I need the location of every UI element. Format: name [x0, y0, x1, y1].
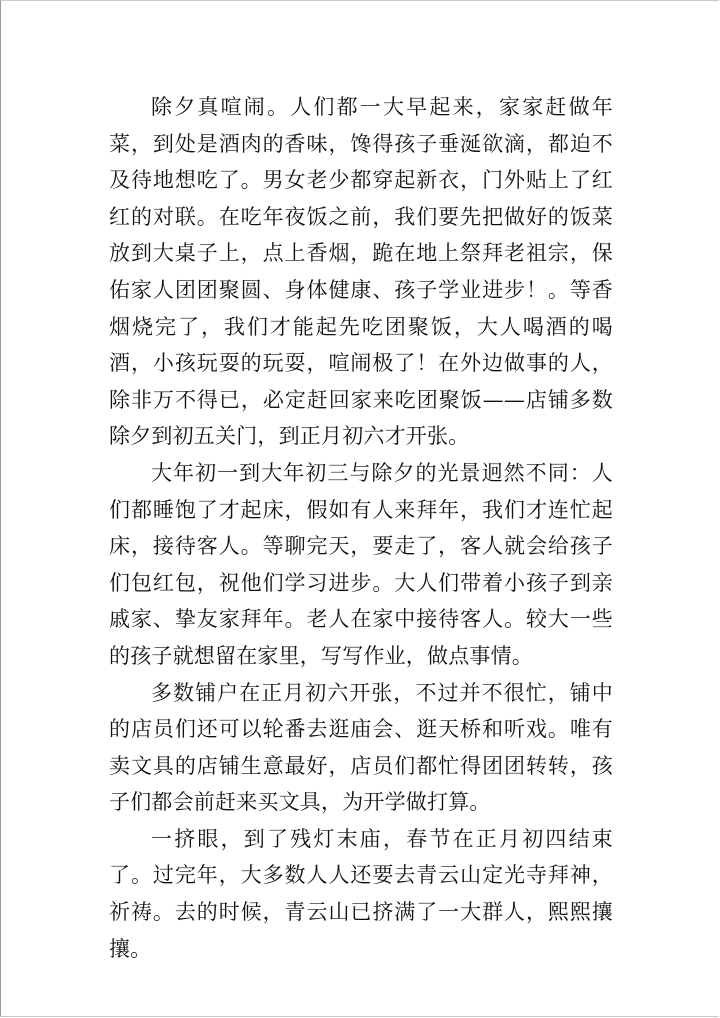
paragraph: 一挤眼，到了残灯末庙，春节在正月初四结束了。过完年，大多数人人还要去青云山定光寺拜神，祈祷。去的时候，青云山已挤满了一大群人，熙熙攘攘。: [109, 826, 613, 961]
paragraph: 除夕真喧闹。人们都一大早起来，家家赶做年菜，到处是酒肉的香味，馋得孩子垂涎欲滴，都迫不及待地想吃了。男女老少都穿起新衣，门外贴上了红红的对联。在吃年夜饭之前，我们要先把做好的饭菜放到大桌子上，点上香烟，跪在地上祭拜老祖宗，保佑家人团团聚圆、身体健康、孩子学业进步！。等香烟烧完了，我们才能起先吃团聚饭，大人喝酒的喝酒，小孩玩耍的玩耍，喧闹极了！在外边做事的人，除非万不得已，必定赶回家来吃团聚饭——店铺多数除夕到初五关门，到正月初六才开张。: [109, 95, 613, 449]
paragraph: 大年初一到大年初三与除夕的光景迥然不同：人们都睡饱了才起床，假如有人来拜年，我们才连忙起床，接待客人。等聊完天，要走了，客人就会给孩子们包红包，祝他们学习进步。大人们带着小孩子到亲戚家、挚友家拜年。老人在家中接待客人。较大一些的孩子就想留在家里，写写作业，做点事情。: [109, 460, 613, 668]
paragraph: 多数铺户在正月初六开张，不过并不很忙，铺中的店员们还可以轮番去逛庙会、逛天桥和听戏。唯有卖文具的店铺生意最好，店员们都忙得团团转转，孩子们都会前赶来买文具，为开学做打算。: [109, 680, 613, 815]
document-body: [109, 89, 613, 967]
